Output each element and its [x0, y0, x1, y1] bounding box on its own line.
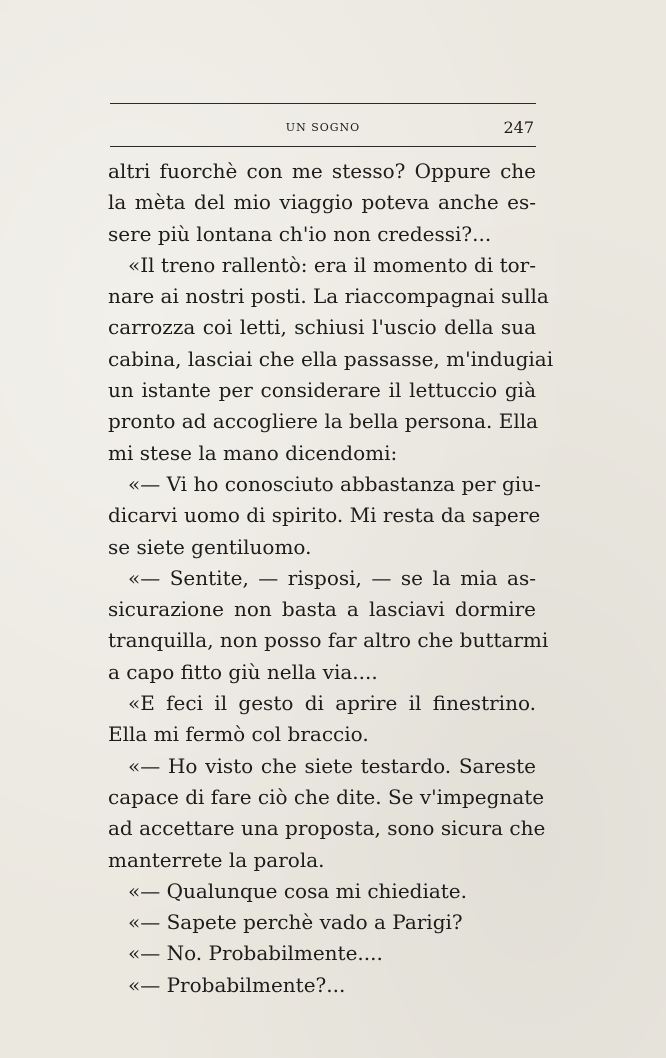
- text-line: nare ai nostri posti. La riaccompagnai sulla: [108, 284, 549, 309]
- running-head: [110, 118, 536, 136]
- page-number: 247: [503, 118, 534, 137]
- text-line: tranquilla, non posso far altro che buttarmi: [108, 628, 549, 653]
- text-line: «— Sentite, — risposi, — se la mia as-: [128, 565, 536, 590]
- text-line: altri fuorchè con me stesso? Oppure che: [108, 159, 536, 183]
- header-rule-top: [110, 103, 536, 104]
- text-line: pronto ad accogliere la bella persona. Ella: [108, 409, 539, 434]
- text-line: Ella mi fermò col braccio.: [108, 722, 369, 747]
- text-line: carrozza coi letti, schiusi l'uscio della sua: [108, 315, 536, 340]
- text-line: «— No. Probabilmente....: [128, 941, 383, 966]
- text-line: sere più lontana ch'io non credessi?...: [108, 221, 492, 246]
- text-line: a capo fitto giù nella via....: [108, 659, 378, 684]
- chapter-title: UN SOGNO: [285, 121, 361, 134]
- text-line: «— Probabilmente?...: [128, 972, 346, 997]
- text-line: mi stese la mano dicendomi:: [108, 440, 398, 465]
- text-line: «— Ho visto che siete testardo. Sareste: [128, 753, 536, 778]
- text-line: manterrete la parola.: [108, 847, 325, 872]
- text-line: «— Sapete perchè vado a Parigi?: [128, 910, 463, 935]
- header-rule-bottom: [110, 146, 536, 147]
- text-line: se siete gentiluomo.: [108, 534, 312, 559]
- text-line: «E feci il gesto di aprire il finestrino.: [128, 691, 536, 716]
- text-line: cabina, lasciai che ella passasse, m'indugiai: [108, 346, 554, 371]
- text-line: la mèta del mio viaggio poteva anche es-: [108, 190, 536, 215]
- text-line: «— Qualunque cosa mi chiediate.: [128, 878, 468, 903]
- text-line: ad accettare una proposta, sono sicura che: [108, 816, 546, 841]
- text-line: un istante per considerare il lettuccio già: [108, 378, 536, 403]
- text-line: capace di fare ciò che dite. Se v'impegnate: [108, 784, 545, 809]
- text-line: sicurazione non basta a lasciavi dormire: [108, 597, 536, 622]
- text-line: «Il treno rallentò: era il momento di tor-: [128, 252, 536, 277]
- text-line: «— Vi ho conosciuto abbastanza per giu-: [128, 471, 541, 496]
- text-line: dicarvi uomo di spirito. Mi resta da sapere: [108, 503, 541, 528]
- body-text: [108, 156, 554, 1001]
